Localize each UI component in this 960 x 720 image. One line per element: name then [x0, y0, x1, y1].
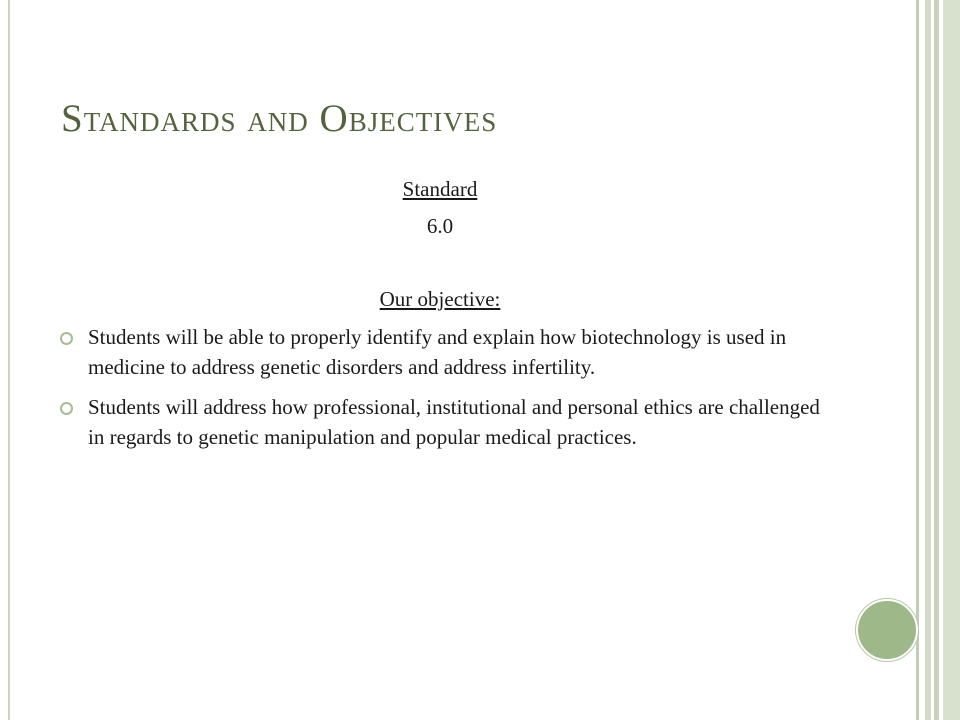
standard-label: Standard	[402, 177, 478, 201]
left-frame-border	[8, 0, 10, 720]
bullet-text: Students will be able to properly identify and explain how biotechnology is used in medicine to address genetic disorders and address infertility.	[88, 325, 787, 379]
list-item	[60, 392, 840, 452]
bullet-text: Students will address how professional, institutional and personal ethics are challenged in regards to genetic manipulation and popular medical practices.	[88, 395, 820, 449]
objective-label: Our objective:	[379, 287, 501, 311]
bullet-circle-icon	[60, 402, 73, 415]
list-item	[60, 322, 840, 382]
decorative-circle	[856, 599, 918, 661]
objective-list	[60, 322, 840, 462]
slide-title: Standards and Objectives	[61, 97, 498, 140]
right-decorative-stripes	[916, 0, 960, 720]
standard-value: 6.0	[426, 214, 454, 238]
bullet-circle-icon	[60, 332, 73, 345]
stripe	[943, 0, 960, 720]
